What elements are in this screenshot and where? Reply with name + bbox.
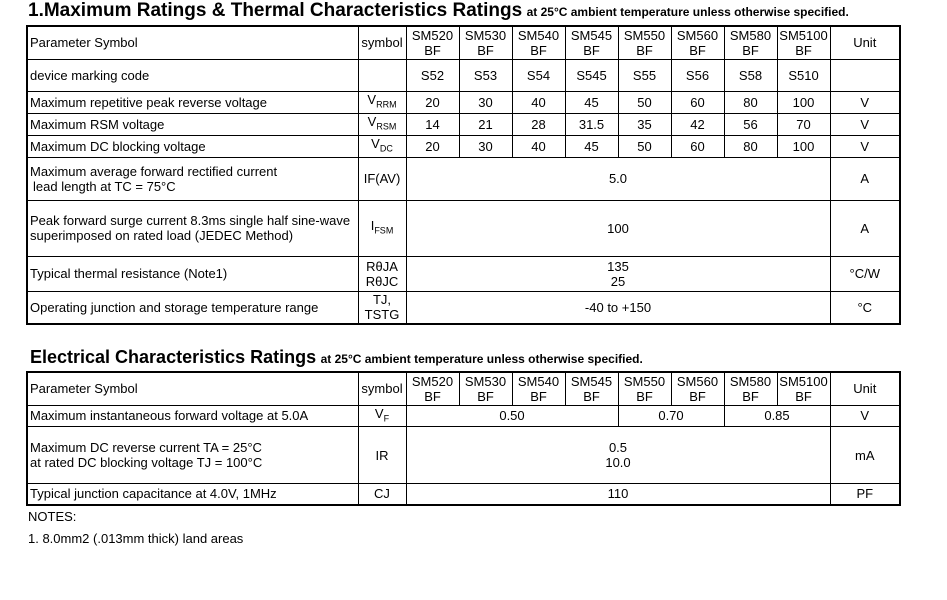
vdc-symbol: $V_{DC}$: [358, 135, 406, 157]
section2-title: Electrical Characteristics Ratings: [30, 347, 317, 367]
temp-symbol: TJ, TSTG: [358, 291, 406, 324]
vdc-value: 30: [459, 135, 512, 157]
thermal-symbol: RθJA RθJC: [358, 256, 406, 291]
max-ratings-table: [26, 25, 901, 325]
ifsm-row: [27, 200, 900, 256]
header-model: SM545 BF: [565, 26, 618, 59]
header-model: SM520 BF: [406, 26, 459, 59]
vrsm-symbol: $V_{RSM}$: [358, 113, 406, 135]
vrsm-row: [27, 113, 900, 135]
vrrm-value: 45: [565, 91, 618, 113]
ifsm-value: 100: [406, 200, 830, 256]
vdc-value: 50: [618, 135, 671, 157]
thermal-value: 135 25: [406, 256, 830, 291]
vrrm-value: 80: [724, 91, 777, 113]
header-model: SM560 BF: [671, 372, 724, 405]
cj-label: Typical junction capacitance at 4.0V, 1MHz: [27, 484, 358, 505]
vrrm-value: 40: [512, 91, 565, 113]
vrrm-value: 30: [459, 91, 512, 113]
vdc-value: 40: [512, 135, 565, 157]
ifsm-symbol: $I_{FSM}$: [358, 200, 406, 256]
header-symbol: symbol: [358, 26, 406, 59]
header-model: SM5100 BF: [777, 372, 830, 405]
header-model: SM580 BF: [724, 26, 777, 59]
vrsm-value: 35: [618, 113, 671, 135]
marking-value: S54: [512, 59, 565, 91]
header-row: [27, 372, 900, 405]
thermal-unit: °C/W: [830, 256, 900, 291]
header-model: SM530 BF: [459, 372, 512, 405]
vrsm-value: 31.5: [565, 113, 618, 135]
marking-symbol: [358, 59, 406, 91]
section1-heading: [28, 0, 849, 22]
vrrm-value: 20: [406, 91, 459, 113]
vdc-value: 100: [777, 135, 830, 157]
section2-heading: [30, 347, 643, 368]
marking-value: S55: [618, 59, 671, 91]
ifav-unit: A: [830, 157, 900, 200]
cj-row: [27, 484, 900, 505]
vdc-value: 45: [565, 135, 618, 157]
vrrm-unit: V: [830, 91, 900, 113]
notes-title: NOTES:: [28, 509, 77, 524]
ifav-symbol: IF(AV): [358, 157, 406, 200]
vrrm-label: Maximum repetitive peak reverse voltage: [27, 91, 358, 113]
vrrm-symbol: $V_{RRM}$: [358, 91, 406, 113]
vrsm-value: 56: [724, 113, 777, 135]
header-model: SM560 BF: [671, 26, 724, 59]
note-1: 1. 8.0mm2 (.013mm thick) land areas: [28, 531, 244, 546]
vf-label: Maximum instantaneous forward voltage at 5.0A: [27, 405, 358, 427]
vf-value-group3: 0.85: [724, 405, 830, 427]
header-model: SM550 BF: [618, 26, 671, 59]
marking-value: S53: [459, 59, 512, 91]
cj-value: 110: [406, 484, 830, 505]
thermal-label: Typical thermal resistance (Note1): [27, 256, 358, 291]
temp-row: [27, 291, 900, 324]
marking-value: S52: [406, 59, 459, 91]
vdc-row: [27, 135, 900, 157]
header-model: SM530 BF: [459, 26, 512, 59]
vrsm-value: 28: [512, 113, 565, 135]
electrical-table: [26, 371, 901, 506]
cj-symbol: CJ: [358, 484, 406, 505]
thermal-row: [27, 256, 900, 291]
header-unit: Unit: [830, 372, 900, 405]
ir-row: [27, 427, 900, 484]
marking-row: [27, 59, 900, 91]
vf-value-group1: 0.50: [406, 405, 618, 427]
section1-title: 1.Maximum Ratings & Thermal Characteristics Ratings: [28, 0, 523, 21]
vrsm-unit: V: [830, 113, 900, 135]
ifav-value: 5.0: [406, 157, 830, 200]
vf-unit: V: [830, 405, 900, 427]
header-parameter: Parameter Symbol: [27, 26, 358, 59]
vdc-label: Maximum DC blocking voltage: [27, 135, 358, 157]
vrsm-value: 14: [406, 113, 459, 135]
vdc-value: 80: [724, 135, 777, 157]
ir-label: Maximum DC reverse current TA = 25°C at rated DC blocking voltage TJ = 100°C: [27, 427, 358, 484]
header-unit: Unit: [830, 26, 900, 59]
ifsm-label: Peak forward surge current 8.3ms single half sine-wave superimposed on rated load (JEDEC Method): [27, 200, 358, 256]
vrrm-value: 60: [671, 91, 724, 113]
vf-row: [27, 405, 900, 427]
vrrm-row: [27, 91, 900, 113]
temp-value: -40 to +150: [406, 291, 830, 324]
header-model: SM540 BF: [512, 26, 565, 59]
vdc-value: 60: [671, 135, 724, 157]
vf-symbol: $V_F$: [358, 405, 406, 427]
vdc-unit: V: [830, 135, 900, 157]
header-model: SM545 BF: [565, 372, 618, 405]
header-row: [27, 26, 900, 59]
header-model: SM5100 BF: [777, 26, 830, 59]
temp-label: Operating junction and storage temperature range: [27, 291, 358, 324]
vrsm-value: 21: [459, 113, 512, 135]
marking-value: S58: [724, 59, 777, 91]
vrrm-value: 50: [618, 91, 671, 113]
cj-unit: PF: [830, 484, 900, 505]
vrsm-value: 70: [777, 113, 830, 135]
marking-value: S510: [777, 59, 830, 91]
ifav-label: Maximum average forward rectified current lead length at TC = 75°C: [27, 157, 358, 200]
ir-value: 0.5 10.0: [406, 427, 830, 484]
header-model: SM520 BF: [406, 372, 459, 405]
header-parameter: Parameter Symbol: [27, 372, 358, 405]
temp-unit: °C: [830, 291, 900, 324]
marking-value: S545: [565, 59, 618, 91]
section1-subtitle: at 25°C ambient temperature unless otherwise specified.: [526, 5, 849, 19]
header-model: SM550 BF: [618, 372, 671, 405]
vrrm-value: 100: [777, 91, 830, 113]
vrsm-value: 42: [671, 113, 724, 135]
header-model: SM540 BF: [512, 372, 565, 405]
marking-unit: [830, 59, 900, 91]
vrsm-label: Maximum RSM voltage: [27, 113, 358, 135]
vf-value-group2: 0.70: [618, 405, 724, 427]
ifav-row: [27, 157, 900, 200]
vdc-value: 20: [406, 135, 459, 157]
header-model: SM580 BF: [724, 372, 777, 405]
ir-symbol: IR: [358, 427, 406, 484]
section2-subtitle: at 25°C ambient temperature unless otherwise specified.: [320, 352, 643, 366]
marking-value: S56: [671, 59, 724, 91]
header-symbol: symbol: [358, 372, 406, 405]
marking-label: device marking code: [27, 59, 358, 91]
ifsm-unit: A: [830, 200, 900, 256]
ir-unit: mA: [830, 427, 900, 484]
